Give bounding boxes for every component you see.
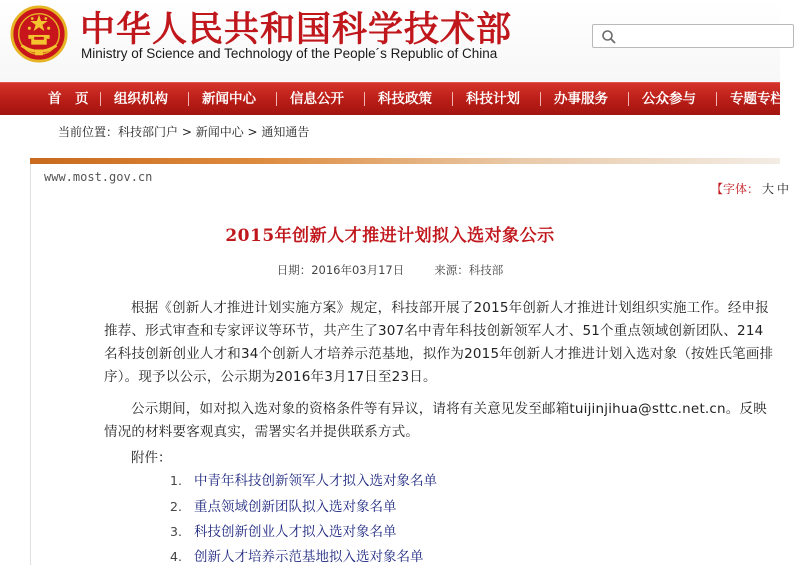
- attachment-number: 1.: [170, 473, 182, 488]
- article-date: 2016年03月17日: [311, 263, 405, 277]
- nav-divider: [540, 92, 541, 106]
- attachment-link-3[interactable]: [170, 520, 397, 544]
- attachment-label[interactable]: 中青年科技创新领军人才拟入选对象名单: [194, 473, 437, 489]
- nav-divider: [364, 92, 365, 106]
- breadcrumb-item-notices[interactable]: 通知通告: [261, 125, 310, 139]
- breadcrumb-separator: >: [243, 125, 262, 139]
- breadcrumb-item-news-center[interactable]: 新闻中心: [195, 125, 244, 139]
- nav-item-home[interactable]: 首 页: [48, 91, 89, 107]
- font-size-large[interactable]: 大: [762, 182, 775, 196]
- nav-item-programs[interactable]: 科技计划: [466, 91, 520, 107]
- font-size-control: [711, 180, 789, 197]
- national-emblem-icon[interactable]: [10, 5, 68, 63]
- attachment-label[interactable]: 创新人才培养示范基地拟入选对象名单: [194, 549, 424, 565]
- search-icon[interactable]: [601, 29, 617, 45]
- font-size-medium[interactable]: 中: [777, 182, 790, 196]
- nav-item-public-participation[interactable]: 公众参与: [642, 91, 696, 107]
- attachment-number: 3.: [170, 524, 182, 539]
- breadcrumb-item-portal[interactable]: 科技部门户: [118, 125, 179, 139]
- attachment-link-4[interactable]: [170, 545, 424, 569]
- nav-divider: [452, 92, 453, 106]
- nav-item-info-disclosure[interactable]: 信息公开: [290, 91, 344, 107]
- nav-divider: [628, 92, 629, 106]
- attachment-label[interactable]: 科技创新创业人才拟入选对象名单: [194, 524, 397, 540]
- attachments-label: 附件：: [131, 450, 172, 466]
- search-input[interactable]: [623, 26, 777, 46]
- main-navigation: [0, 82, 784, 115]
- breadcrumb: [58, 123, 309, 140]
- attachment-number: 2.: [170, 499, 182, 514]
- site-header: [0, 0, 780, 82]
- article-paragraph-2: 公示期间，如对拟入选对象的资格条件等有异议，请将有关意见发至邮箱tuijinjihua@sttc.net.cn。反映情况的材料要客观真实，需署实名并提供联系方式。: [104, 401, 767, 440]
- source-label: 来源：: [434, 263, 469, 277]
- site-title-en: Ministry of Science and Technology of the People´s Republic of China: [81, 46, 498, 61]
- nav-divider: [276, 92, 277, 106]
- breadcrumb-separator: >: [178, 125, 196, 139]
- article-paragraph-1: 根据《创新人才推进计划实施方案》规定，科技部开展了2015年创新人才推进计划组织实施工作。经申报推荐、形式审查和专家评议等环节，共产生了307名中青年科技创新领军人才、51个重点领域创新团队、214名科技创新创业人才和34个创新人才培养示范基地，拟作为2015年创新人才推进计划入选对象（按姓氏笔画排序）。现予以公示，公示期为2016年3月17日至23日。: [104, 300, 774, 385]
- site-url: www.most.gov.cn: [44, 170, 153, 184]
- attachment-label[interactable]: 重点领域创新团队拟入选对象名单: [194, 499, 397, 515]
- breadcrumb-prefix: 当前位置：: [58, 125, 119, 139]
- attachment-link-2[interactable]: [170, 495, 397, 519]
- nav-item-services[interactable]: 办事服务: [554, 91, 608, 107]
- article-meta: [0, 262, 780, 278]
- attachment-link-1[interactable]: [170, 469, 437, 493]
- nav-item-news-center[interactable]: 新闻中心: [202, 91, 256, 107]
- font-size-label: 【字体：: [711, 182, 760, 196]
- nav-item-special-topics[interactable]: 专题专栏: [730, 91, 784, 107]
- nav-divider: [188, 92, 189, 106]
- nav-divider: [100, 92, 101, 106]
- attachment-number: 4.: [170, 549, 182, 564]
- date-label: 日期：: [276, 263, 312, 277]
- search-box[interactable]: [592, 24, 794, 48]
- nav-item-organization[interactable]: 组织机构: [114, 91, 168, 107]
- site-title-cn[interactable]: 中华人民共和国科学技术部: [80, 10, 513, 50]
- nav-divider: [716, 92, 717, 106]
- nav-item-policy[interactable]: 科技政策: [378, 91, 432, 107]
- article-title: 2015年创新人才推进计划拟入选对象公示: [225, 226, 555, 246]
- article-source: 科技部: [468, 263, 504, 277]
- content-frame-top-bar: [30, 158, 780, 164]
